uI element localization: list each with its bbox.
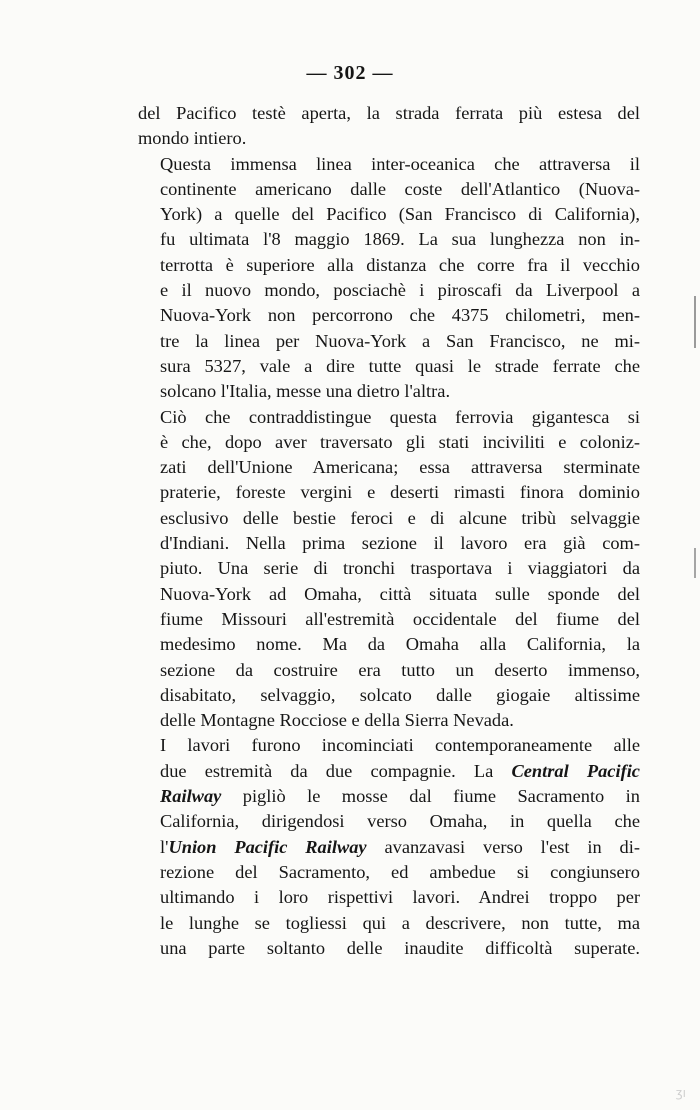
text-line: d'Indiani. Nella prima sezione il lavoro era già com- (160, 533, 640, 554)
text-line: esclusivo delle bestie feroci e di alcune tribù selvaggie (160, 507, 640, 528)
text-line (138, 784, 640, 809)
text-line: continente americano dalle coste dell'Atlantico (Nuova- (160, 178, 640, 199)
text-line: ultimando i loro rispettivi lavori. Andrei troppo per (160, 887, 640, 908)
text-line (138, 835, 640, 860)
text-line: del Pacifico testè aperta, la strada ferrata più estesa del (138, 103, 640, 123)
margin-mark (694, 296, 696, 348)
text-line: medesimo nome. Ma da Omaha alla California, la (160, 634, 640, 655)
text-line: Ciò che contraddistingue questa ferrovia gigantesca si (160, 406, 640, 427)
text-line: rezione del Sacramento, ed ambedue si congiunsero (160, 861, 640, 882)
text-line: terrotta è superiore alla distanza che corre fra il vecchio (160, 254, 640, 275)
text-line (138, 759, 640, 784)
text-fragment: pigliò le mosse dal fiume Sacramento in (242, 786, 640, 807)
body-text (138, 101, 640, 961)
paragraph-4 (138, 733, 640, 961)
paragraph-1 (138, 101, 640, 152)
text-line: fiume Missouri all'estremità occidentale del fiume del (160, 608, 640, 629)
text-line: disabitato, selvaggio, solcato dalle giogaie altissime (160, 684, 640, 705)
footer-mark: ʒı (675, 1086, 686, 1100)
text-line: York) a quelle del Pacifico (San Francisco di California), (160, 204, 640, 225)
text-fragment: l' (160, 836, 169, 857)
paragraph-3 (138, 405, 640, 734)
text-line: zati dell'Unione Americana; essa attraversa sterminate (160, 457, 640, 478)
text-line: le lunghe se togliessi qui a descrivere, non tutte, ma (160, 912, 640, 933)
text-line: California, dirigendosi verso Omaha, in quella che (160, 811, 640, 832)
text-line: è che, dopo aver traversato gli stati inciviliti e coloniz- (160, 431, 640, 452)
text-line: Questa immensa linea inter-oceanica che attraversa il (160, 153, 640, 174)
text-line: Nuova-York non percorrono che 4375 chilometri, men- (160, 305, 640, 326)
text-line: piuto. Una serie di tronchi trasportava i viaggiatori da (160, 558, 640, 579)
text-line: solcano l'Italia, messe una dietro l'altra. (160, 381, 451, 402)
railway-name-union-pacific: Union Pacific Railway (168, 836, 367, 857)
text-line: fu ultimata l'8 maggio 1869. La sua lunghezza non in- (160, 229, 640, 250)
text-line: tre la linea per Nuova-York a San Francisco, ne mi- (160, 330, 640, 351)
text-line: sezione da costruire era tutto un deserto immenso, (160, 659, 640, 680)
text-fragment: avanzavasi verso l'est in di- (384, 836, 640, 857)
page-number: — 302 — (306, 62, 394, 84)
text-fragment: due estremità da due compagnie. La (160, 760, 494, 781)
text-line: I lavori furono incominciati contemporaneamente alle (160, 735, 640, 756)
text-line: sura 5327, vale a dire tutte quasi le strade ferrate che (160, 355, 640, 376)
paragraph-2 (138, 152, 640, 405)
text-line: praterie, foreste vergini e deserti rimasti finora dominio (160, 482, 640, 503)
margin-mark (694, 548, 696, 578)
text-line: Nuova-York ad Omaha, città situata sulle sponde del (160, 583, 640, 604)
text-line: mondo intiero. (138, 128, 247, 149)
text-line: una parte soltanto delle inaudite difficoltà superate. (160, 937, 640, 958)
text-line: delle Montagne Rocciose e della Sierra Nevada. (160, 710, 514, 731)
railway-name-central-pacific-cont: Railway (160, 786, 222, 807)
text-line: e il nuovo mondo, posciachè i piroscafi da Liverpool a (160, 280, 640, 301)
railway-name-central-pacific: Central Pacific (511, 760, 640, 781)
